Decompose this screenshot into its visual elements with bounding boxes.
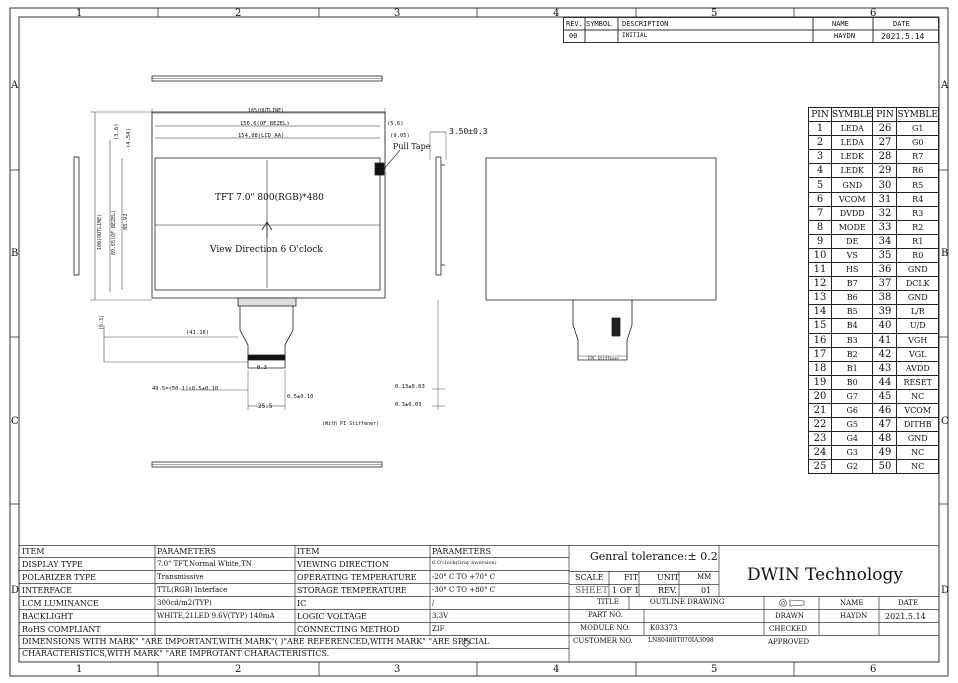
zone-bottom-1: 1 — [76, 664, 83, 675]
pin-symbol: DITHB — [897, 418, 939, 432]
pin-row — [809, 277, 939, 291]
spec-note-line1: DIMENSIONS WITH MARK" "ARE IMPORTANT,WITH MARK"( )"ARE REFERENCED,WITH MARK" "ARE SPECIAL — [22, 637, 490, 646]
pin-row — [809, 460, 939, 474]
pin-symbol: GND — [897, 263, 939, 277]
pin-symbol: R2 — [897, 220, 939, 234]
spec-item: LCM LUMINANCE — [22, 599, 99, 608]
pin-number: 12 — [809, 277, 832, 291]
spec-item: RoHS COMPLIANT — [22, 625, 101, 634]
spec-item-header: ITEM — [22, 547, 45, 556]
dim-0-13: 0.13±0.03 — [395, 384, 425, 390]
dim-0-5: 0.5±0.10 — [287, 394, 314, 400]
pin-symbol: R0 — [897, 248, 939, 262]
dim-0-3: 0.3 — [257, 365, 267, 371]
pin-symbol: VS — [832, 248, 873, 262]
pin-symbol: VCOM — [832, 192, 873, 206]
spec-value2: 6 O'clock(Gray inversion) — [432, 560, 497, 566]
pin-symbol: MODE — [832, 220, 873, 234]
approved-label: APPROVED — [768, 638, 810, 646]
pin-row — [809, 333, 939, 347]
pin-number: 14 — [809, 305, 832, 319]
pin-symbol: G7 — [832, 389, 873, 403]
pin-number: 13 — [809, 291, 832, 305]
pin-number: 48 — [873, 432, 897, 446]
pin-symbol: AVDD — [897, 361, 939, 375]
spec-item2: CONNECTING METHOD — [297, 625, 400, 634]
pin-number: 42 — [873, 347, 897, 361]
zone-left-c: C — [11, 416, 19, 427]
dim-0-3-tol: 0.3±0.03 — [395, 402, 422, 408]
pin-row — [809, 220, 939, 234]
pin-number: 8 — [809, 220, 832, 234]
dim-5-6: (5.6) — [387, 121, 404, 127]
drawn-date: 2021.5.14 — [885, 612, 926, 621]
rev-date: 2021.5.14 — [881, 32, 925, 41]
zone-right-a: A — [941, 80, 949, 91]
dim-outline-height: 100(OUTLINE) — [97, 213, 103, 250]
pin-row — [809, 291, 939, 305]
pin-symbol: LEDK — [832, 150, 873, 164]
title-value: OUTLINE DRAWING — [650, 598, 725, 606]
pin-number: 46 — [873, 403, 897, 417]
symble-header: SYMBLE — [832, 108, 873, 122]
pin-number: 34 — [873, 234, 897, 248]
pin-row — [809, 375, 939, 389]
unit-label: UNIT — [657, 573, 680, 582]
pin-symbol: R4 — [897, 192, 939, 206]
zone-top-6: 6 — [870, 8, 877, 19]
zone-top-5: 5 — [711, 8, 718, 19]
pin-number: 25 — [809, 460, 832, 474]
zone-left-a: A — [11, 80, 19, 91]
pin-row — [809, 347, 939, 361]
pin-symbol: L/R — [897, 305, 939, 319]
zone-top-2: 2 — [235, 8, 242, 19]
pin-row — [809, 136, 939, 150]
rev-value: 00 — [569, 32, 578, 40]
pin-symbol: G3 — [832, 446, 873, 460]
sheet-label: SHEET — [575, 586, 609, 596]
pin-symbol: R1 — [897, 234, 939, 248]
pin-symbol: GND — [832, 178, 873, 192]
pin-number: 40 — [873, 319, 897, 333]
dim-fpc-length: (41.16) — [186, 330, 210, 336]
pin-number: 31 — [873, 192, 897, 206]
pin-row — [809, 432, 939, 446]
pin-number: 20 — [809, 389, 832, 403]
zone-bottom-6: 6 — [870, 664, 877, 675]
pin-row — [809, 248, 939, 262]
pin-symbol: HS — [832, 263, 873, 277]
pin-number: 1 — [809, 122, 832, 136]
pin-number: 17 — [809, 347, 832, 361]
sheet-value: 1 OF 1 — [612, 586, 640, 595]
pin-row — [809, 361, 939, 375]
zone-bottom-5: 5 — [711, 664, 718, 675]
dim-bezel-height: 89.65(OF BEZEL) — [111, 209, 117, 255]
customer-no-label: CUSTOMER NO. — [573, 637, 633, 645]
rev-name-header: NAME — [832, 20, 849, 28]
checked-label: CHECKED — [769, 625, 807, 633]
pin-symbol: DCLK — [897, 277, 939, 291]
pin-number: 32 — [873, 206, 897, 220]
pin-number: 26 — [873, 122, 897, 136]
pin-number: 30 — [873, 178, 897, 192]
pin-number: 38 — [873, 291, 897, 305]
pin-row — [809, 446, 939, 460]
pin-number: 18 — [809, 361, 832, 375]
rev-header: REV. — [566, 20, 583, 28]
pin-symbol: G2 — [832, 460, 873, 474]
spec-value: TTL(RGB) Interface — [157, 586, 228, 594]
pin-row — [809, 192, 939, 206]
rev-name: HAYDN — [834, 32, 856, 40]
pin-table-header — [809, 108, 939, 122]
spec-value2: / — [432, 599, 435, 607]
unit-value: MM — [697, 573, 712, 581]
rev-date-header: DATE — [893, 20, 910, 28]
pin-symbol: R3 — [897, 206, 939, 220]
pin-number: 10 — [809, 248, 832, 262]
pin-symbol: B4 — [832, 319, 873, 333]
module-no-value: K03373 — [650, 624, 678, 632]
zone-bottom-2: 2 — [235, 664, 242, 675]
pin-row — [809, 150, 939, 164]
tb-date-header: DATE — [898, 599, 919, 607]
back-fpc-label: FPC Stiffener — [588, 356, 620, 361]
pin-number: 28 — [873, 150, 897, 164]
dim-4-54: (4.54) — [126, 128, 132, 148]
pin-symbol: NC — [897, 446, 939, 460]
pin-symbol: VCOM — [897, 403, 939, 417]
pin-symbol: U/D — [897, 319, 939, 333]
pin-row — [809, 403, 939, 417]
spec-item2: IC — [297, 599, 307, 608]
symbol-header: SYMBOL — [586, 20, 612, 28]
zone-top-1: 1 — [76, 8, 83, 19]
pin-symbol: G0 — [897, 136, 939, 150]
spec-value2: -20° C TO +70° C — [432, 573, 496, 581]
pin-symbol: NC — [897, 460, 939, 474]
pin-number: 7 — [809, 206, 832, 220]
pin-table — [808, 107, 939, 474]
pin-number: 50 — [873, 460, 897, 474]
spec-params2-header: PARAMETERS — [432, 547, 491, 556]
spec-item: BACKLIGHT — [22, 612, 73, 621]
pin-number: 29 — [873, 164, 897, 178]
pin-number: 39 — [873, 305, 897, 319]
pin-number: 2 — [809, 136, 832, 150]
pin-symbol: VGH — [897, 333, 939, 347]
spec-item: INTERFACE — [22, 586, 72, 595]
pin-row — [809, 389, 939, 403]
pin-row — [809, 263, 939, 277]
pin-number: 6 — [809, 192, 832, 206]
zone-bottom-3: 3 — [394, 664, 401, 675]
pin-number: 44 — [873, 375, 897, 389]
pin-symbol: R6 — [897, 164, 939, 178]
fit-label: FIT — [624, 573, 639, 582]
pin-symbol: B3 — [832, 333, 873, 347]
zone-left-d: D — [11, 585, 20, 596]
rev-number: 01 — [701, 586, 712, 595]
zone-left-b: B — [11, 248, 19, 259]
view-direction-label: View Direction 6 O'clock — [210, 245, 323, 255]
spec-value: 7.0" TFT,Normal White,TN — [157, 560, 252, 568]
pin-number: 47 — [873, 418, 897, 432]
pin-row — [809, 164, 939, 178]
stiffener-note: (With PI Stiffener) — [322, 421, 380, 427]
pin-number: 21 — [809, 403, 832, 417]
zone-top-4: 4 — [553, 8, 560, 19]
spec-item2: OPERATING TEMPERATURE — [297, 573, 417, 582]
pin-row — [809, 418, 939, 432]
pin-symbol: VGL — [897, 347, 939, 361]
dim-outline-width: 165(OUTLINE) — [248, 108, 285, 114]
drawn-label: DRAWN — [775, 612, 804, 620]
dim-aa-width: 154.08(LCD AA) — [238, 133, 285, 139]
zone-right-c: C — [941, 416, 949, 427]
spec-value2: 3.3V — [432, 612, 449, 620]
dim-fpc-pitch: 49.5=(50-1)×0.5±0.10 — [152, 386, 219, 392]
pin-number: 43 — [873, 361, 897, 375]
dim-thickness: 3.50±0.3 — [449, 127, 488, 136]
zone-right-b: B — [941, 248, 949, 259]
pin-number: 33 — [873, 220, 897, 234]
pin-number: 3 — [809, 150, 832, 164]
pin-row — [809, 178, 939, 192]
pin-number: 9 — [809, 234, 832, 248]
pin-row — [809, 319, 939, 333]
pin-symbol: G5 — [832, 418, 873, 432]
spec-item: POLARIZER TYPE — [22, 573, 97, 582]
zone-right-d: D — [941, 585, 950, 596]
pull-tape-label: Pull Tape — [393, 142, 431, 151]
pin-symbol: B7 — [832, 277, 873, 291]
spec-item: DISPLAY TYPE — [22, 560, 83, 569]
pin-number: 4 — [809, 164, 832, 178]
pin-number: 23 — [809, 432, 832, 446]
pin-symbol: R5 — [897, 178, 939, 192]
pin-header: PIN — [809, 108, 832, 122]
pin-symbol: LEDK — [832, 164, 873, 178]
pin-number: 15 — [809, 319, 832, 333]
pin-number: 22 — [809, 418, 832, 432]
pin-number: 11 — [809, 263, 832, 277]
pin-number: 45 — [873, 389, 897, 403]
zone-bottom-4: 4 — [553, 664, 560, 675]
pin-symbol: DE — [832, 234, 873, 248]
pin-number: 36 — [873, 263, 897, 277]
spec-item2: VIEWING DIRECTION — [297, 560, 389, 569]
pin-symbol: LEDA — [832, 122, 873, 136]
pin-symbol: R7 — [897, 150, 939, 164]
dim-bezel-width: 156.6(OF BEZEL) — [240, 121, 290, 127]
spec-value: WHITE,21LED 9.6V(TYP) 140mA — [157, 612, 275, 620]
pin-symbol: RESET — [897, 375, 939, 389]
spec-value2: ZIF — [432, 625, 445, 633]
dim-9-05: (9.05) — [390, 133, 410, 139]
pin-number: 37 — [873, 277, 897, 291]
pin-symbol: B1 — [832, 361, 873, 375]
pin-symbol: G1 — [897, 122, 939, 136]
pin-symbol: NC — [897, 389, 939, 403]
spec-value: Transmissive — [157, 573, 204, 581]
screen-title: TFT 7.0" 800(RGB)*480 — [215, 193, 324, 203]
description-header: DESCRIPTION — [622, 20, 669, 28]
pin-symbol: B5 — [832, 305, 873, 319]
pin-number: 5 — [809, 178, 832, 192]
dim-fpc-width: 25.5 — [258, 403, 273, 410]
pin-row — [809, 305, 939, 319]
customer-no-value: LN80480T070IA3098 — [648, 637, 714, 644]
drawn-name: HAYDN — [840, 612, 868, 620]
pin-row — [809, 234, 939, 248]
pin-symbol: G6 — [832, 403, 873, 417]
pin-symbol: B6 — [832, 291, 873, 305]
module-no-label: MODULE NO. — [580, 624, 631, 632]
title-label: TITLE — [597, 598, 619, 606]
part-no-label: PART NO. — [588, 611, 623, 619]
pin-symbol: B2 — [832, 347, 873, 361]
dim-3-6: (3.6) — [114, 123, 120, 140]
pin-symbol: LEDA — [832, 136, 873, 150]
company-name: DWIN Technology — [747, 565, 903, 585]
pin-symbol: B0 — [832, 375, 873, 389]
spec-note-line2: CHARACTERISTICS,WITH MARK" "ARE IMPROTANT CHARACTERISTICS. — [22, 649, 330, 658]
pin-number: 27 — [873, 136, 897, 150]
pin-row — [809, 206, 939, 220]
dim-aa-height: 85.92 — [123, 213, 129, 230]
scale-label: SCALE — [575, 573, 604, 582]
pin-symbol: DVDD — [832, 206, 873, 220]
pin-row — [809, 122, 939, 136]
spec-item2: STORAGE TEMPERATURE — [297, 586, 407, 595]
spec-item2: LOGIC VOLTAGE — [297, 612, 367, 621]
pin-symbol: GND — [897, 432, 939, 446]
pin-symbol: G4 — [832, 432, 873, 446]
pin-number: 16 — [809, 333, 832, 347]
dim-6-3: (6.3) — [99, 314, 105, 330]
tb-name-header: NAME — [840, 599, 864, 607]
pin-number: 49 — [873, 446, 897, 460]
symble-header: SYMBLE — [897, 108, 939, 122]
pin-symbol: GND — [897, 291, 939, 305]
zone-top-3: 3 — [394, 8, 401, 19]
spec-item2-header: ITEM — [297, 547, 320, 556]
rev-description: INITIAL — [622, 32, 648, 39]
pin-number: 35 — [873, 248, 897, 262]
spec-value2: -30° C TO +80° C — [432, 586, 496, 594]
rev-label: REV. — [658, 586, 677, 595]
pin-number: 19 — [809, 375, 832, 389]
pin-number: 41 — [873, 333, 897, 347]
pin-header: PIN — [873, 108, 897, 122]
tolerance-note: Genral tolerance:± 0.2 — [590, 550, 718, 563]
spec-value: 300cd/m2(TYP) — [157, 599, 212, 607]
pin-number: 24 — [809, 446, 832, 460]
spec-params-header: PARAMETERS — [157, 547, 216, 556]
